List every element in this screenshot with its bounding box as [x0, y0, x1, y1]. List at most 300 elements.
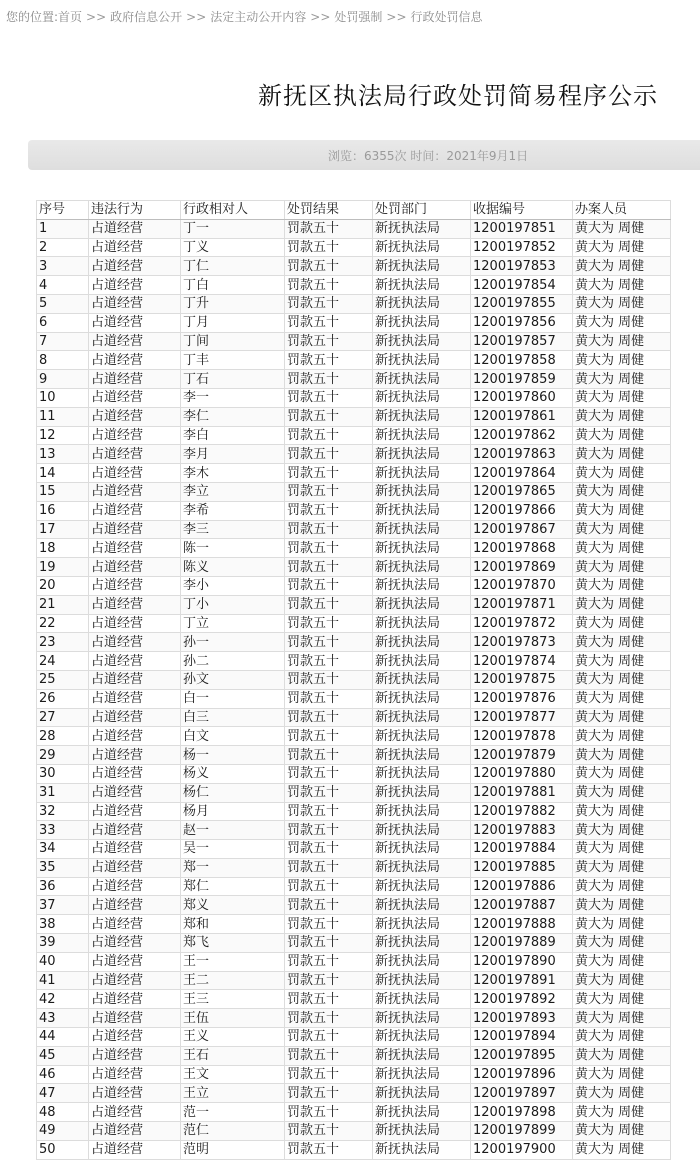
cell-index: 24 [37, 652, 89, 671]
cell-department: 新抚执法局 [373, 388, 471, 407]
cell-result: 罚款五十 [285, 1140, 373, 1159]
cell-officers: 黄大为 周健 [573, 257, 671, 276]
cell-violation: 占道经营 [89, 558, 181, 577]
cell-index: 47 [37, 1084, 89, 1103]
cell-index: 39 [37, 934, 89, 953]
cell-department: 新抚执法局 [373, 802, 471, 821]
cell-violation: 占道经营 [89, 727, 181, 746]
cell-index: 49 [37, 1122, 89, 1141]
table-row [37, 257, 671, 276]
breadcrumb-link-statutory[interactable]: 法定主动公开内容 [210, 10, 307, 24]
cell-index: 12 [37, 426, 89, 445]
cell-officers: 黄大为 周健 [573, 595, 671, 614]
column-header-party: 行政相对人 [181, 201, 285, 220]
cell-violation: 占道经营 [89, 764, 181, 783]
cell-index: 42 [37, 990, 89, 1009]
cell-receipt: 1200197876 [471, 689, 573, 708]
cell-result: 罚款五十 [285, 576, 373, 595]
cell-index: 19 [37, 558, 89, 577]
cell-result: 罚款五十 [285, 633, 373, 652]
cell-receipt: 1200197890 [471, 952, 573, 971]
table-row [37, 915, 671, 934]
cell-officers: 黄大为 周健 [573, 520, 671, 539]
cell-department: 新抚执法局 [373, 1140, 471, 1159]
cell-receipt: 1200197854 [471, 276, 573, 295]
cell-violation: 占道经营 [89, 952, 181, 971]
table-row [37, 821, 671, 840]
cell-receipt: 1200197851 [471, 219, 573, 238]
cell-party: 王义 [181, 1028, 285, 1047]
cell-receipt: 1200197869 [471, 558, 573, 577]
cell-party: 孙二 [181, 652, 285, 671]
cell-receipt: 1200197888 [471, 915, 573, 934]
cell-index: 2 [37, 238, 89, 257]
cell-violation: 占道经营 [89, 1028, 181, 1047]
cell-violation: 占道经营 [89, 257, 181, 276]
cell-index: 31 [37, 783, 89, 802]
cell-party: 郑一 [181, 858, 285, 877]
cell-violation: 占道经营 [89, 652, 181, 671]
column-header-officers: 办案人员 [573, 201, 671, 220]
cell-officers: 黄大为 周健 [573, 445, 671, 464]
breadcrumb-separator: >> [386, 10, 407, 24]
cell-receipt: 1200197866 [471, 501, 573, 520]
cell-index: 7 [37, 332, 89, 351]
cell-department: 新抚执法局 [373, 971, 471, 990]
cell-index: 46 [37, 1065, 89, 1084]
cell-receipt: 1200197859 [471, 370, 573, 389]
cell-violation: 占道经营 [89, 1009, 181, 1028]
cell-result: 罚款五十 [285, 1046, 373, 1065]
cell-party: 郑和 [181, 915, 285, 934]
cell-index: 33 [37, 821, 89, 840]
penalty-table [36, 200, 671, 1160]
cell-result: 罚款五十 [285, 708, 373, 727]
cell-officers: 黄大为 周健 [573, 783, 671, 802]
cell-result: 罚款五十 [285, 558, 373, 577]
cell-receipt: 1200197855 [471, 294, 573, 313]
cell-party: 赵一 [181, 821, 285, 840]
cell-violation: 占道经营 [89, 370, 181, 389]
cell-index: 37 [37, 896, 89, 915]
cell-officers: 黄大为 周健 [573, 219, 671, 238]
cell-result: 罚款五十 [285, 727, 373, 746]
cell-violation: 占道经营 [89, 670, 181, 689]
cell-party: 王一 [181, 952, 285, 971]
cell-violation: 占道经营 [89, 482, 181, 501]
cell-result: 罚款五十 [285, 501, 373, 520]
cell-violation: 占道经营 [89, 1140, 181, 1159]
cell-officers: 黄大为 周健 [573, 802, 671, 821]
cell-violation: 占道经营 [89, 971, 181, 990]
cell-index: 45 [37, 1046, 89, 1065]
cell-violation: 占道经营 [89, 407, 181, 426]
cell-violation: 占道经营 [89, 595, 181, 614]
cell-violation: 占道经营 [89, 802, 181, 821]
cell-result: 罚款五十 [285, 464, 373, 483]
cell-department: 新抚执法局 [373, 633, 471, 652]
column-header-department: 处罚部门 [373, 201, 471, 220]
cell-index: 13 [37, 445, 89, 464]
cell-result: 罚款五十 [285, 370, 373, 389]
table-row [37, 783, 671, 802]
cell-receipt: 1200197865 [471, 482, 573, 501]
cell-party: 李白 [181, 426, 285, 445]
cell-officers: 黄大为 周健 [573, 464, 671, 483]
cell-violation: 占道经营 [89, 1065, 181, 1084]
cell-officers: 黄大为 周健 [573, 482, 671, 501]
cell-result: 罚款五十 [285, 764, 373, 783]
cell-violation: 占道经营 [89, 426, 181, 445]
table-row [37, 934, 671, 953]
cell-result: 罚款五十 [285, 313, 373, 332]
breadcrumb-home-link[interactable]: 您的位置:首页 [6, 10, 83, 24]
cell-receipt: 1200197891 [471, 971, 573, 990]
cell-violation: 占道经营 [89, 445, 181, 464]
cell-officers: 黄大为 周健 [573, 539, 671, 558]
cell-receipt: 1200197852 [471, 238, 573, 257]
table-row [37, 595, 671, 614]
cell-receipt: 1200197881 [471, 783, 573, 802]
breadcrumb [6, 8, 483, 25]
cell-receipt: 1200197858 [471, 351, 573, 370]
cell-result: 罚款五十 [285, 652, 373, 671]
cell-index: 35 [37, 858, 89, 877]
table-row [37, 952, 671, 971]
cell-result: 罚款五十 [285, 877, 373, 896]
cell-department: 新抚执法局 [373, 445, 471, 464]
column-header-index: 序号 [37, 201, 89, 220]
cell-index: 36 [37, 877, 89, 896]
cell-department: 新抚执法局 [373, 877, 471, 896]
cell-index: 20 [37, 576, 89, 595]
cell-violation: 占道经营 [89, 614, 181, 633]
cell-index: 21 [37, 595, 89, 614]
cell-party: 杨仁 [181, 783, 285, 802]
cell-party: 李立 [181, 482, 285, 501]
cell-violation: 占道经营 [89, 1122, 181, 1141]
column-header-violation: 违法行为 [89, 201, 181, 220]
cell-officers: 黄大为 周健 [573, 877, 671, 896]
cell-result: 罚款五十 [285, 783, 373, 802]
cell-index: 28 [37, 727, 89, 746]
cell-officers: 黄大为 周健 [573, 1028, 671, 1047]
cell-party: 王三 [181, 990, 285, 1009]
cell-result: 罚款五十 [285, 614, 373, 633]
cell-receipt: 1200197875 [471, 670, 573, 689]
cell-result: 罚款五十 [285, 238, 373, 257]
cell-result: 罚款五十 [285, 1009, 373, 1028]
cell-officers: 黄大为 周健 [573, 276, 671, 295]
cell-result: 罚款五十 [285, 689, 373, 708]
cell-department: 新抚执法局 [373, 351, 471, 370]
cell-party: 李小 [181, 576, 285, 595]
cell-index: 16 [37, 501, 89, 520]
cell-officers: 黄大为 周健 [573, 840, 671, 859]
cell-department: 新抚执法局 [373, 1084, 471, 1103]
cell-officers: 黄大为 周健 [573, 558, 671, 577]
cell-receipt: 1200197871 [471, 595, 573, 614]
breadcrumb-link-penalty-enforcement[interactable]: 处罚强制 [334, 10, 383, 24]
cell-result: 罚款五十 [285, 840, 373, 859]
cell-department: 新抚执法局 [373, 652, 471, 671]
cell-result: 罚款五十 [285, 934, 373, 953]
cell-party: 丁立 [181, 614, 285, 633]
cell-officers: 黄大为 周健 [573, 388, 671, 407]
breadcrumb-link-gov-info[interactable]: 政府信息公开 [110, 10, 183, 24]
cell-receipt: 1200197863 [471, 445, 573, 464]
cell-department: 新抚执法局 [373, 238, 471, 257]
cell-officers: 黄大为 周健 [573, 858, 671, 877]
cell-receipt: 1200197878 [471, 727, 573, 746]
cell-party: 王立 [181, 1084, 285, 1103]
cell-party: 王石 [181, 1046, 285, 1065]
cell-index: 40 [37, 952, 89, 971]
cell-party: 杨月 [181, 802, 285, 821]
table-row [37, 426, 671, 445]
table-row [37, 633, 671, 652]
cell-result: 罚款五十 [285, 445, 373, 464]
table-row [37, 990, 671, 1009]
cell-receipt: 1200197874 [471, 652, 573, 671]
table-row [37, 464, 671, 483]
cell-index: 43 [37, 1009, 89, 1028]
cell-result: 罚款五十 [285, 821, 373, 840]
cell-department: 新抚执法局 [373, 332, 471, 351]
table-row [37, 1009, 671, 1028]
cell-index: 41 [37, 971, 89, 990]
cell-receipt: 1200197868 [471, 539, 573, 558]
cell-party: 丁一 [181, 219, 285, 238]
cell-department: 新抚执法局 [373, 783, 471, 802]
cell-department: 新抚执法局 [373, 1065, 471, 1084]
cell-violation: 占道经营 [89, 858, 181, 877]
cell-party: 杨一 [181, 746, 285, 765]
cell-violation: 占道经营 [89, 689, 181, 708]
cell-index: 17 [37, 520, 89, 539]
cell-violation: 占道经营 [89, 332, 181, 351]
table-row [37, 313, 671, 332]
view-count-and-date: 浏览：6355次 时间：2021年9月1日 [328, 149, 529, 163]
cell-receipt: 1200197853 [471, 257, 573, 276]
cell-result: 罚款五十 [285, 858, 373, 877]
cell-index: 18 [37, 539, 89, 558]
cell-index: 38 [37, 915, 89, 934]
cell-receipt: 1200197885 [471, 858, 573, 877]
cell-result: 罚款五十 [285, 990, 373, 1009]
cell-receipt: 1200197864 [471, 464, 573, 483]
cell-party: 范仁 [181, 1122, 285, 1141]
cell-violation: 占道经营 [89, 501, 181, 520]
cell-receipt: 1200197899 [471, 1122, 573, 1141]
cell-party: 白文 [181, 727, 285, 746]
cell-result: 罚款五十 [285, 520, 373, 539]
table-row [37, 614, 671, 633]
cell-party: 丁白 [181, 276, 285, 295]
cell-officers: 黄大为 周健 [573, 727, 671, 746]
cell-violation: 占道经营 [89, 351, 181, 370]
cell-violation: 占道经营 [89, 388, 181, 407]
column-header-receipt: 收据编号 [471, 201, 573, 220]
breadcrumb-separator: >> [86, 10, 107, 24]
cell-department: 新抚执法局 [373, 501, 471, 520]
table-row [37, 1046, 671, 1065]
table-row [37, 520, 671, 539]
cell-index: 44 [37, 1028, 89, 1047]
cell-index: 10 [37, 388, 89, 407]
cell-result: 罚款五十 [285, 482, 373, 501]
cell-department: 新抚执法局 [373, 482, 471, 501]
table-row [37, 238, 671, 257]
table-row [37, 1084, 671, 1103]
cell-violation: 占道经营 [89, 896, 181, 915]
cell-officers: 黄大为 周健 [573, 934, 671, 953]
cell-officers: 黄大为 周健 [573, 501, 671, 520]
cell-officers: 黄大为 周健 [573, 915, 671, 934]
cell-department: 新抚执法局 [373, 821, 471, 840]
cell-violation: 占道经营 [89, 219, 181, 238]
cell-violation: 占道经营 [89, 877, 181, 896]
cell-result: 罚款五十 [285, 670, 373, 689]
cell-violation: 占道经营 [89, 276, 181, 295]
table-row [37, 689, 671, 708]
table-row [37, 764, 671, 783]
cell-party: 孙一 [181, 633, 285, 652]
cell-party: 丁石 [181, 370, 285, 389]
cell-result: 罚款五十 [285, 257, 373, 276]
cell-index: 26 [37, 689, 89, 708]
table-row [37, 294, 671, 313]
cell-party: 白三 [181, 708, 285, 727]
cell-result: 罚款五十 [285, 915, 373, 934]
cell-index: 27 [37, 708, 89, 727]
cell-index: 48 [37, 1103, 89, 1122]
table-row [37, 501, 671, 520]
cell-officers: 黄大为 周健 [573, 821, 671, 840]
cell-officers: 黄大为 周健 [573, 1103, 671, 1122]
cell-result: 罚款五十 [285, 1065, 373, 1084]
cell-violation: 占道经营 [89, 840, 181, 859]
breadcrumb-link-penalty-info[interactable]: 行政处罚信息 [410, 10, 483, 24]
cell-party: 王文 [181, 1065, 285, 1084]
cell-receipt: 1200197893 [471, 1009, 573, 1028]
cell-department: 新抚执法局 [373, 595, 471, 614]
table-row [37, 727, 671, 746]
column-header-result: 处罚结果 [285, 201, 373, 220]
cell-officers: 黄大为 周健 [573, 764, 671, 783]
table-row [37, 971, 671, 990]
cell-violation: 占道经营 [89, 464, 181, 483]
cell-department: 新抚执法局 [373, 1046, 471, 1065]
cell-result: 罚款五十 [285, 1028, 373, 1047]
cell-result: 罚款五十 [285, 276, 373, 295]
cell-receipt: 1200197895 [471, 1046, 573, 1065]
cell-receipt: 1200197900 [471, 1140, 573, 1159]
cell-party: 陈一 [181, 539, 285, 558]
cell-index: 23 [37, 633, 89, 652]
cell-officers: 黄大为 周健 [573, 313, 671, 332]
cell-department: 新抚执法局 [373, 952, 471, 971]
cell-index: 22 [37, 614, 89, 633]
table-row [37, 858, 671, 877]
cell-index: 50 [37, 1140, 89, 1159]
cell-party: 吴一 [181, 840, 285, 859]
cell-party: 李木 [181, 464, 285, 483]
table-row [37, 1103, 671, 1122]
cell-receipt: 1200197872 [471, 614, 573, 633]
cell-violation: 占道经营 [89, 1084, 181, 1103]
cell-officers: 黄大为 周健 [573, 332, 671, 351]
cell-index: 6 [37, 313, 89, 332]
cell-party: 丁月 [181, 313, 285, 332]
cell-index: 3 [37, 257, 89, 276]
cell-violation: 占道经营 [89, 313, 181, 332]
cell-party: 郑仁 [181, 877, 285, 896]
table-row [37, 708, 671, 727]
cell-department: 新抚执法局 [373, 1028, 471, 1047]
cell-department: 新抚执法局 [373, 746, 471, 765]
cell-officers: 黄大为 周健 [573, 238, 671, 257]
cell-officers: 黄大为 周健 [573, 971, 671, 990]
table-row [37, 482, 671, 501]
cell-result: 罚款五十 [285, 539, 373, 558]
cell-department: 新抚执法局 [373, 990, 471, 1009]
table-row [37, 1140, 671, 1159]
cell-index: 8 [37, 351, 89, 370]
table-row [37, 276, 671, 295]
cell-party: 白一 [181, 689, 285, 708]
cell-receipt: 1200197884 [471, 840, 573, 859]
table-row [37, 670, 671, 689]
cell-result: 罚款五十 [285, 971, 373, 990]
cell-party: 丁义 [181, 238, 285, 257]
cell-department: 新抚执法局 [373, 689, 471, 708]
cell-receipt: 1200197887 [471, 896, 573, 915]
cell-department: 新抚执法局 [373, 294, 471, 313]
cell-department: 新抚执法局 [373, 915, 471, 934]
cell-receipt: 1200197856 [471, 313, 573, 332]
cell-result: 罚款五十 [285, 952, 373, 971]
cell-result: 罚款五十 [285, 219, 373, 238]
cell-officers: 黄大为 周健 [573, 652, 671, 671]
cell-receipt: 1200197896 [471, 1065, 573, 1084]
cell-receipt: 1200197860 [471, 388, 573, 407]
table-row [37, 332, 671, 351]
cell-violation: 占道经营 [89, 990, 181, 1009]
cell-receipt: 1200197861 [471, 407, 573, 426]
cell-receipt: 1200197882 [471, 802, 573, 821]
cell-department: 新抚执法局 [373, 896, 471, 915]
cell-index: 30 [37, 764, 89, 783]
cell-receipt: 1200197870 [471, 576, 573, 595]
cell-violation: 占道经营 [89, 294, 181, 313]
cell-department: 新抚执法局 [373, 276, 471, 295]
cell-index: 15 [37, 482, 89, 501]
cell-receipt: 1200197857 [471, 332, 573, 351]
cell-officers: 黄大为 周健 [573, 370, 671, 389]
cell-result: 罚款五十 [285, 351, 373, 370]
cell-officers: 黄大为 周健 [573, 351, 671, 370]
cell-department: 新抚执法局 [373, 539, 471, 558]
cell-index: 11 [37, 407, 89, 426]
cell-officers: 黄大为 周健 [573, 952, 671, 971]
cell-result: 罚款五十 [285, 1103, 373, 1122]
cell-department: 新抚执法局 [373, 708, 471, 727]
cell-department: 新抚执法局 [373, 1122, 471, 1141]
cell-department: 新抚执法局 [373, 370, 471, 389]
cell-result: 罚款五十 [285, 1084, 373, 1103]
table-row [37, 652, 671, 671]
